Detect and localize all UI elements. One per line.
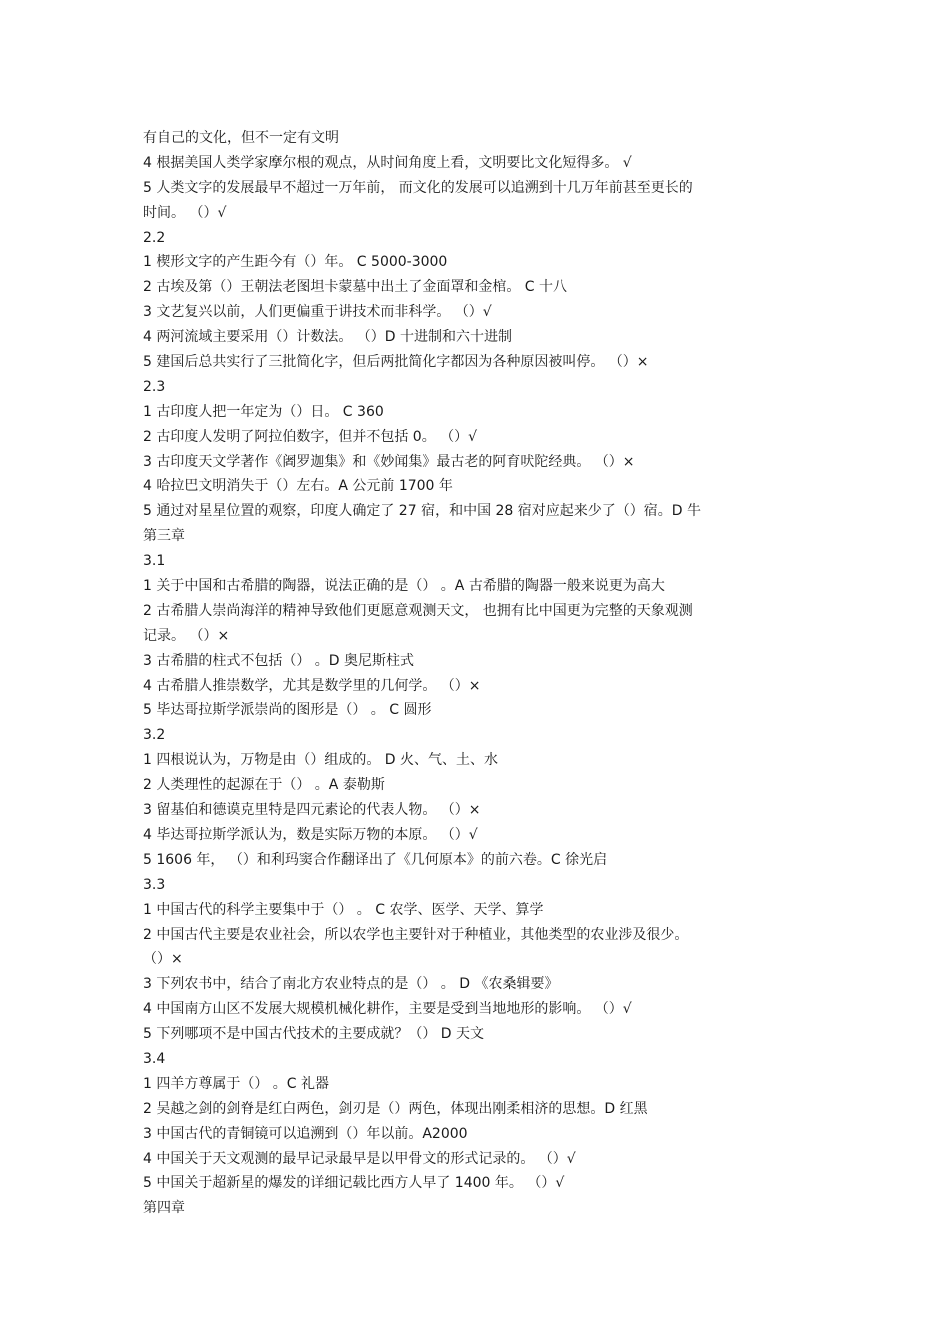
text-line: 时间。 （）√ [143, 204, 227, 221]
section-heading: 2.3 [143, 378, 166, 395]
document-body [143, 126, 813, 1221]
section-heading: 3.1 [143, 553, 166, 570]
section-heading: 3.2 [143, 727, 166, 744]
text-line: 4 中国关于天文观测的最早记录最早是以甲骨文的形式记录的。 （）√ [143, 1150, 576, 1167]
text-line: （）× [143, 951, 183, 968]
text-line: 1 楔形文字的产生距今有（）年。 C 5000-3000 [143, 254, 448, 271]
text-line: 1 四根说认为，万物是由（）组成的。 D 火、气、土、水 [143, 752, 499, 769]
chapter-heading: 第四章 [143, 1200, 185, 1217]
text-line: 1 古印度人把一年定为（）日。 C 360 [143, 403, 384, 420]
text-line: 2 吴越之剑的剑脊是红白两色，剑刃是（）两色，体现出刚柔相济的思想。D 红黑 [143, 1100, 648, 1117]
text-line: 5 下列哪项不是中国古代技术的主要成就？（） D 天文 [143, 1026, 485, 1043]
text-line: 2 古印度人发明了阿拉伯数字，但并不包括 0。 （）√ [143, 428, 478, 445]
text-line: 2 古埃及第（）王朝法老图坦卡蒙墓中出土了金面罩和金棺。 C 十八 [143, 279, 568, 296]
text-line: 4 哈拉巴文明消失于（）左右。A 公元前 1700 年 [143, 478, 453, 495]
text-line: 3 古希腊的柱式不包括（） 。D 奥尼斯柱式 [143, 652, 415, 669]
text-line: 3 中国古代的青铜镜可以追溯到（）年以前。A2000 [143, 1125, 468, 1142]
text-line: 记录。 （）× [143, 627, 230, 644]
text-line: 4 古希腊人推崇数学，尤其是数学里的几何学。 （）× [143, 677, 481, 694]
section-heading: 2.2 [143, 229, 166, 246]
text-line: 5 中国关于超新星的爆发的详细记载比西方人早了 1400 年。 （）√ [143, 1175, 565, 1192]
text-line: 4 中国南方山区不发展大规模机械化耕作，主要是受到当地地形的影响。 （）√ [143, 1001, 632, 1018]
text-line: 5 建国后总共实行了三批简化字，但后两批简化字都因为各种原因被叫停。 （）× [143, 354, 649, 371]
text-line: 5 人类文字的发展最早不超过一万年前， 而文化的发展可以追溯到十几万年前甚至更长的 [143, 179, 693, 196]
text-line: 2 人类理性的起源在于（） 。A 泰勒斯 [143, 777, 385, 794]
text-line: 1 关于中国和古希腊的陶器，说法正确的是（） 。A 古希腊的陶器一般来说更为高大 [143, 578, 665, 595]
section-heading: 3.3 [143, 876, 166, 893]
text-line: 4 根据美国人类学家摩尔根的观点，从时间角度上看，文明要比文化短得多。 √ [143, 154, 632, 171]
text-line: 1 中国古代的科学主要集中于（） 。 C 农学、医学、天学、算学 [143, 901, 544, 918]
text-line: 3 文艺复兴以前，人们更偏重于讲技术而非科学。 （）√ [143, 304, 492, 321]
text-line: 5 1606 年， （）和利玛窦合作翻译出了《几何原本》的前六卷。C 徐光启 [143, 851, 608, 868]
text-line: 1 四羊方尊属于（） 。C 礼器 [143, 1075, 330, 1092]
text-line: 5 通过对星星位置的观察，印度人确定了 27 宿，和中国 28 宿对应起来少了（）宿。D 牛 [143, 503, 702, 520]
text-line: 4 两河流域主要采用（）计数法。 （）D 十进制和六十进制 [143, 329, 513, 346]
text-line: 2 古希腊人崇尚海洋的精神导致他们更愿意观测天文， 也拥有比中国更为完整的天象观测 [143, 602, 693, 619]
text-line: 2 中国古代主要是农业社会，所以农学也主要针对于种植业，其他类型的农业涉及很少。 [143, 926, 689, 943]
text-line: 3 古印度天文学著作《阇罗迦集》和《妙闻集》最古老的阿育吠陀经典。 （）× [143, 453, 635, 470]
text-line: 3 留基伯和德谟克里特是四元素论的代表人物。 （）× [143, 802, 481, 819]
chapter-heading: 第三章 [143, 528, 185, 545]
section-heading: 3.4 [143, 1050, 166, 1067]
text-line: 3 下列农书中，结合了南北方农业特点的是（） 。 D 《农桑辑要》 [143, 976, 559, 993]
text-line: 有自己的文化，但不一定有文明 [143, 130, 339, 146]
text-line: 4 毕达哥拉斯学派认为，数是实际万物的本原。 （）√ [143, 826, 478, 843]
text-line: 5 毕达哥拉斯学派崇尚的图形是（） 。 C 圆形 [143, 702, 432, 719]
